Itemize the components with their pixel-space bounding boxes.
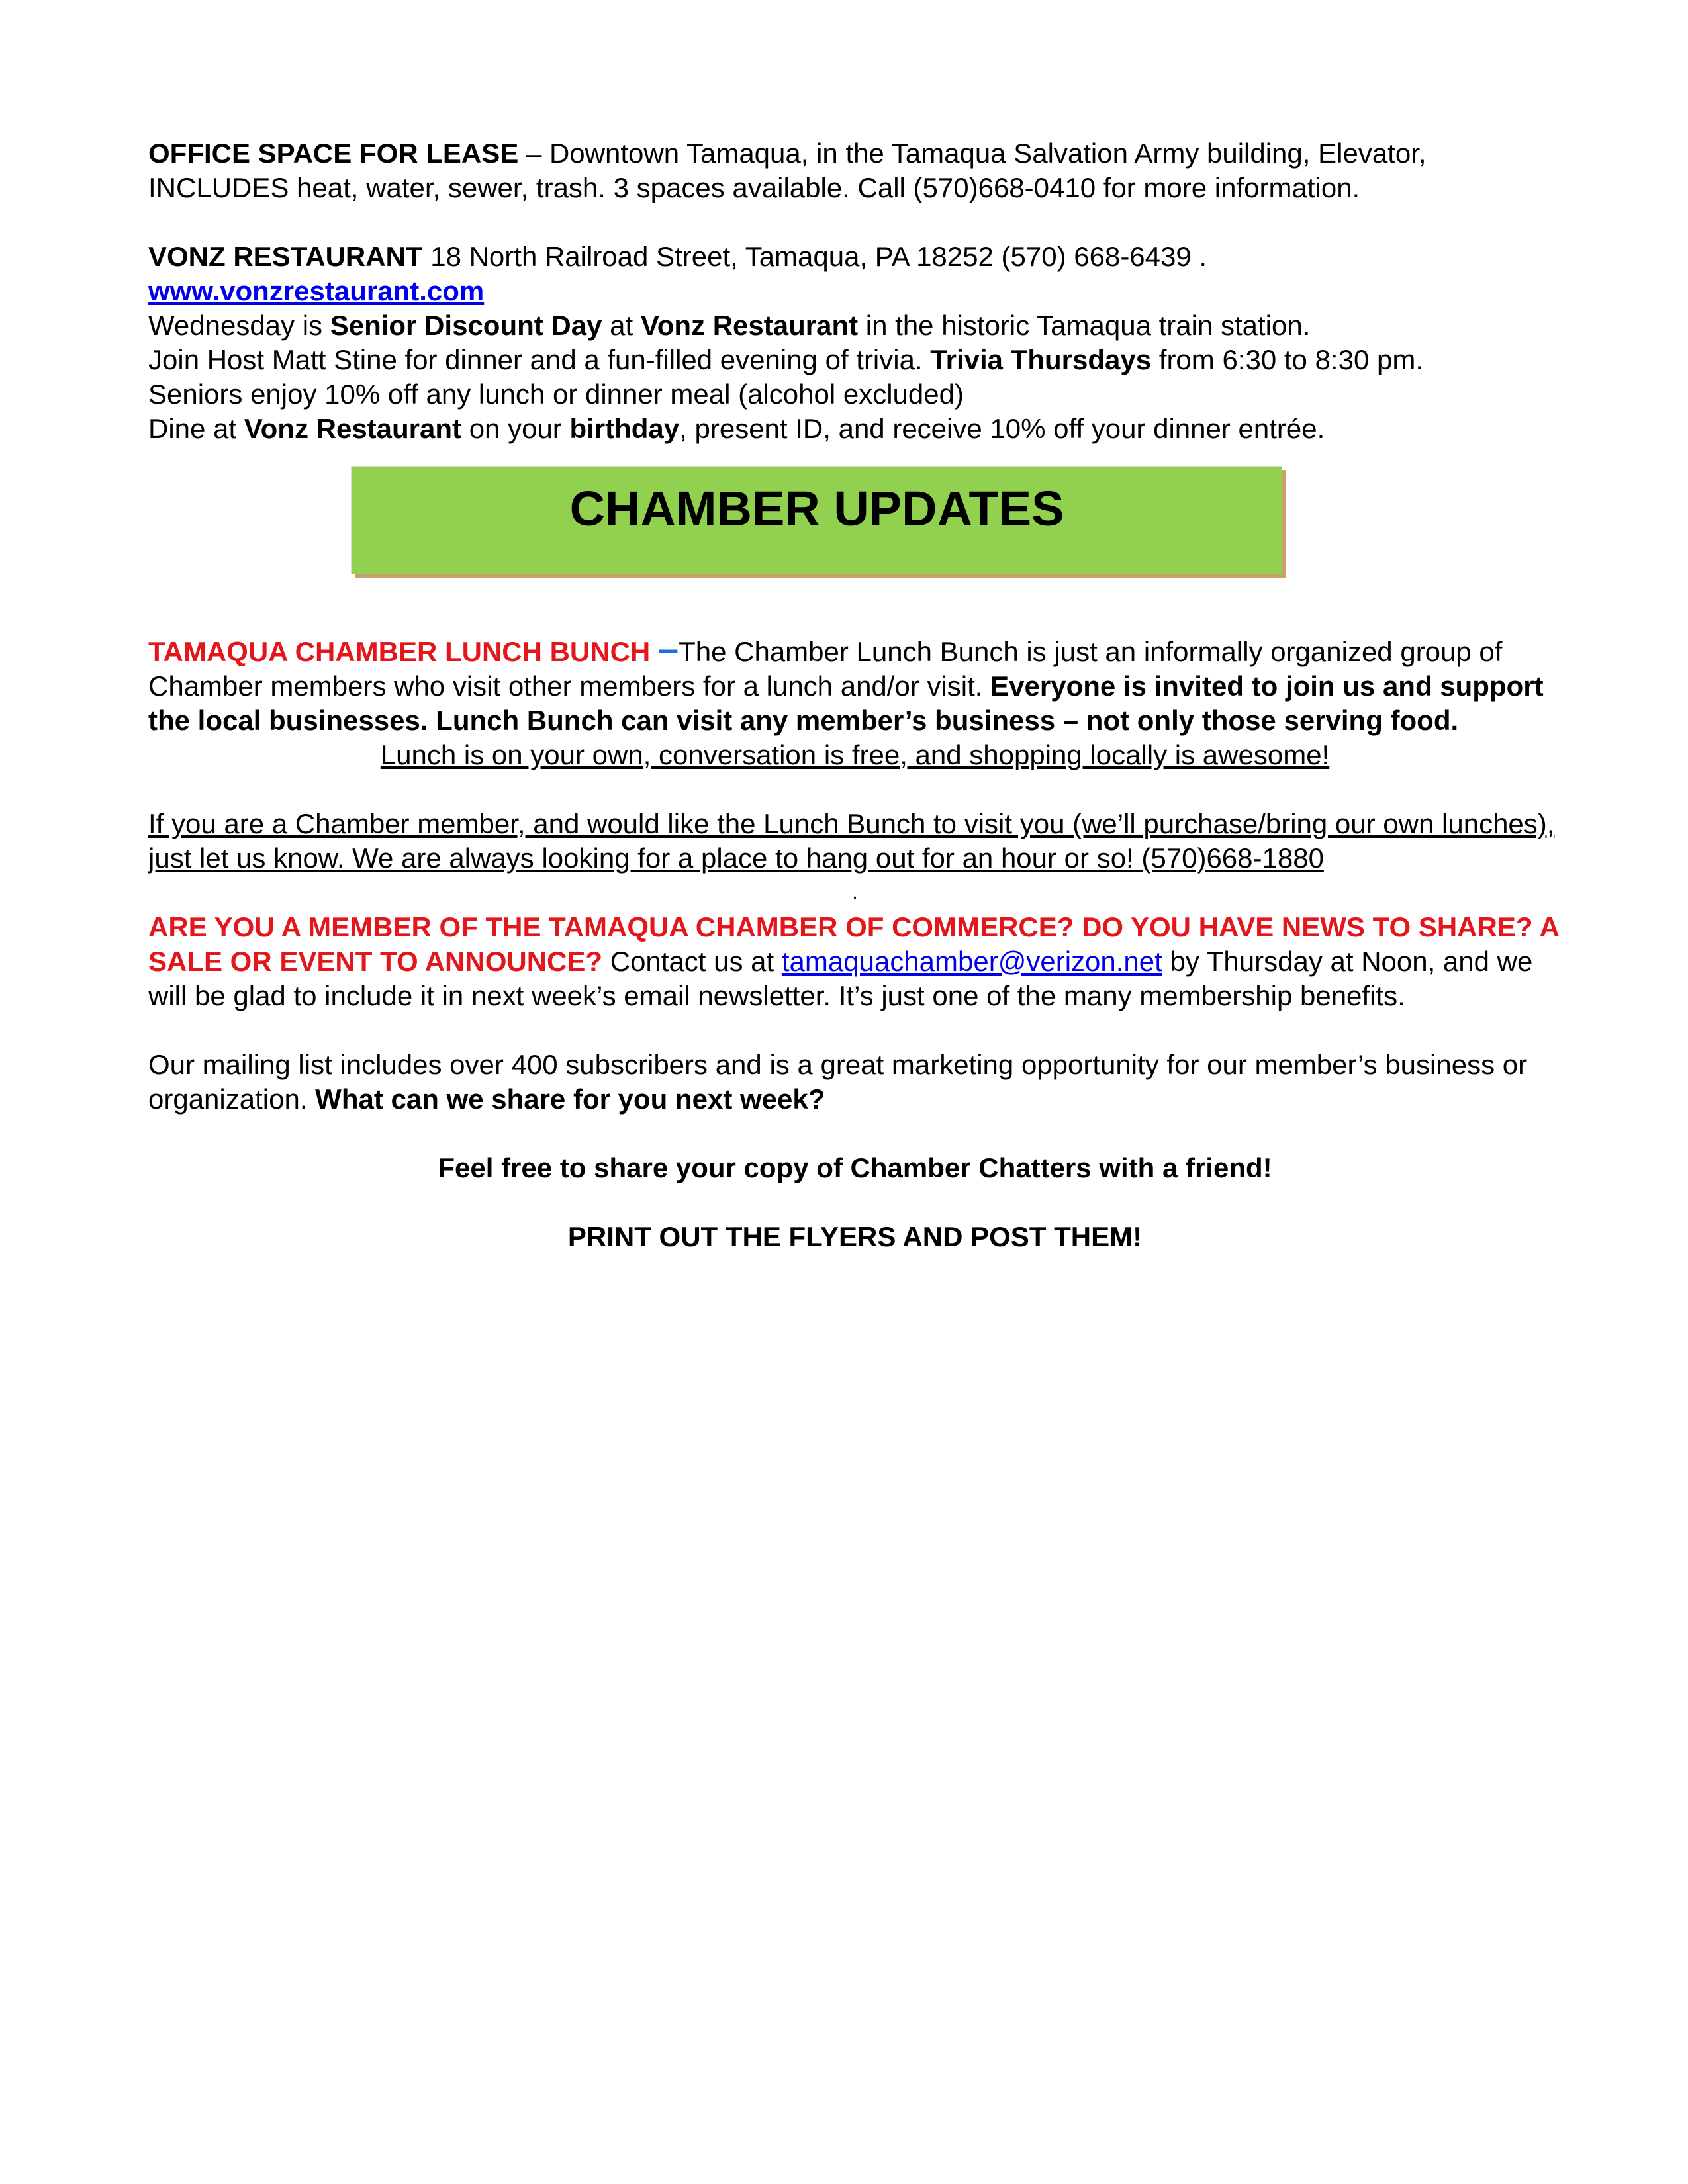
vonz-heading: VONZ RESTAURANT — [148, 241, 423, 272]
member-news-heading: ARE YOU A MEMBER OF THE TAMAQUA CHAMBER OF COMMERCE? DO YOU HAVE NEWS TO SHARE? A SALE OR EVENT TO ANNOUNCE? — [148, 911, 1559, 977]
vonz-address: 18 North Railroad Street, Tamaqua, PA 18252 (570) 668-6439 . — [422, 241, 1207, 272]
member-news-text-a: Contact us at — [602, 946, 782, 977]
vonz-line1-c: at — [602, 310, 641, 341]
vonz-paragraph — [148, 240, 1562, 446]
office-lease-text-1: – Downtown Tamaqua, in the Tamaqua Salvation Army building, Elevator, — [518, 138, 1427, 169]
vonz-website-link[interactable]: www.vonzrestaurant.com — [148, 275, 485, 306]
chamber-updates-title: CHAMBER UPDATES — [569, 481, 1064, 536]
vonz-line4-e: , present ID, and receive 10% off your dinner entrée. — [679, 413, 1325, 444]
lunch-bunch-heading: TAMAQUA CHAMBER LUNCH BUNCH — [148, 636, 658, 667]
member-news-paragraph — [148, 910, 1562, 1013]
vonz-line3: Seniors enjoy 10% off any lunch or dinner meal (alcohol excluded) — [148, 379, 964, 410]
spacer — [148, 1116, 1562, 1151]
vonz-line4-a: Dine at — [148, 413, 244, 444]
office-lease-paragraph — [148, 136, 1562, 205]
spacer — [148, 1185, 1562, 1220]
separator-dot-text: . — [852, 882, 858, 903]
office-lease-heading: OFFICE SPACE FOR LEASE — [148, 138, 519, 169]
chamber-email-link[interactable]: tamaquachamber@verizon.net — [781, 946, 1162, 977]
vonz-line2-a: Join Host Matt Stine for dinner and a fun-filled evening of trivia. — [148, 344, 931, 375]
share-line: Feel free to share your copy of Chamber Chatters with a friend! — [438, 1152, 1272, 1183]
print-line: PRINT OUT THE FLYERS AND POST THEM! — [567, 1221, 1143, 1252]
mailing-list-text-a: Our mailing list includes over 400 subscribers and is a great marketing opportunity for our member’s business or organization. — [148, 1049, 1528, 1115]
separator-dot — [148, 876, 1562, 910]
lunch-bunch-visit-paragraph — [148, 807, 1562, 876]
lunch-bunch-paragraph — [148, 627, 1562, 738]
mailing-list-paragraph — [148, 1048, 1562, 1116]
lunch-bunch-tagline-row — [148, 738, 1562, 772]
print-line-row — [148, 1220, 1562, 1254]
vonz-line1-b: Senior Discount Day — [330, 310, 602, 341]
vonz-line4-d: birthday — [569, 413, 680, 444]
share-line-row — [148, 1151, 1562, 1185]
vonz-line4-b: Vonz Restaurant — [244, 413, 462, 444]
lunch-bunch-text-a: The Chamber Lunch Bunch is just an informally organized group of Chamber members who visit other members for a lunch and/or visit. — [148, 636, 1503, 702]
newsletter-page — [148, 136, 1562, 1254]
lunch-bunch-text-b: Everyone is invited to join us and support the local businesses. Lunch Bunch can visit any member’s business – not only those serving food. — [148, 670, 1544, 736]
lunch-bunch-dash: – — [657, 627, 679, 669]
mailing-list-text-b: What can we share for you next week? — [315, 1083, 825, 1115]
lunch-bunch-tagline: Lunch is on your own, conversation is free, and shopping locally is awesome! — [380, 739, 1330, 770]
member-news-text-b: by Thursday at Noon, and we will be glad to include it in next week’s email newsletter. It’s just one of the many membership benefits. — [148, 946, 1533, 1011]
vonz-line2-c: from 6:30 to 8:30 pm. — [1151, 344, 1423, 375]
spacer — [148, 205, 1562, 240]
vonz-line1-a: Wednesday is — [148, 310, 330, 341]
spacer — [148, 1013, 1562, 1048]
lunch-bunch-visit-text: If you are a Chamber member, and would like the Lunch Bunch to visit you (we’ll purchase/bring our own lunches), just let us know. We are always looking for a place to hang out for an hour or so! (570)668-1880 — [148, 808, 1555, 874]
vonz-line4-c: on your — [461, 413, 570, 444]
spacer — [148, 772, 1562, 807]
vonz-line1-d: Vonz Restaurant — [640, 310, 859, 341]
chamber-updates-banner — [351, 466, 1282, 574]
office-lease-text-2: INCLUDES heat, water, sewer, trash. 3 spaces available. Call (570)668-0410 for more information. — [148, 172, 1360, 203]
vonz-line2-b: Trivia Thursdays — [930, 344, 1152, 375]
vonz-line1-e: in the historic Tamaqua train station. — [858, 310, 1311, 341]
chamber-updates-banner-wrap — [148, 446, 1562, 631]
